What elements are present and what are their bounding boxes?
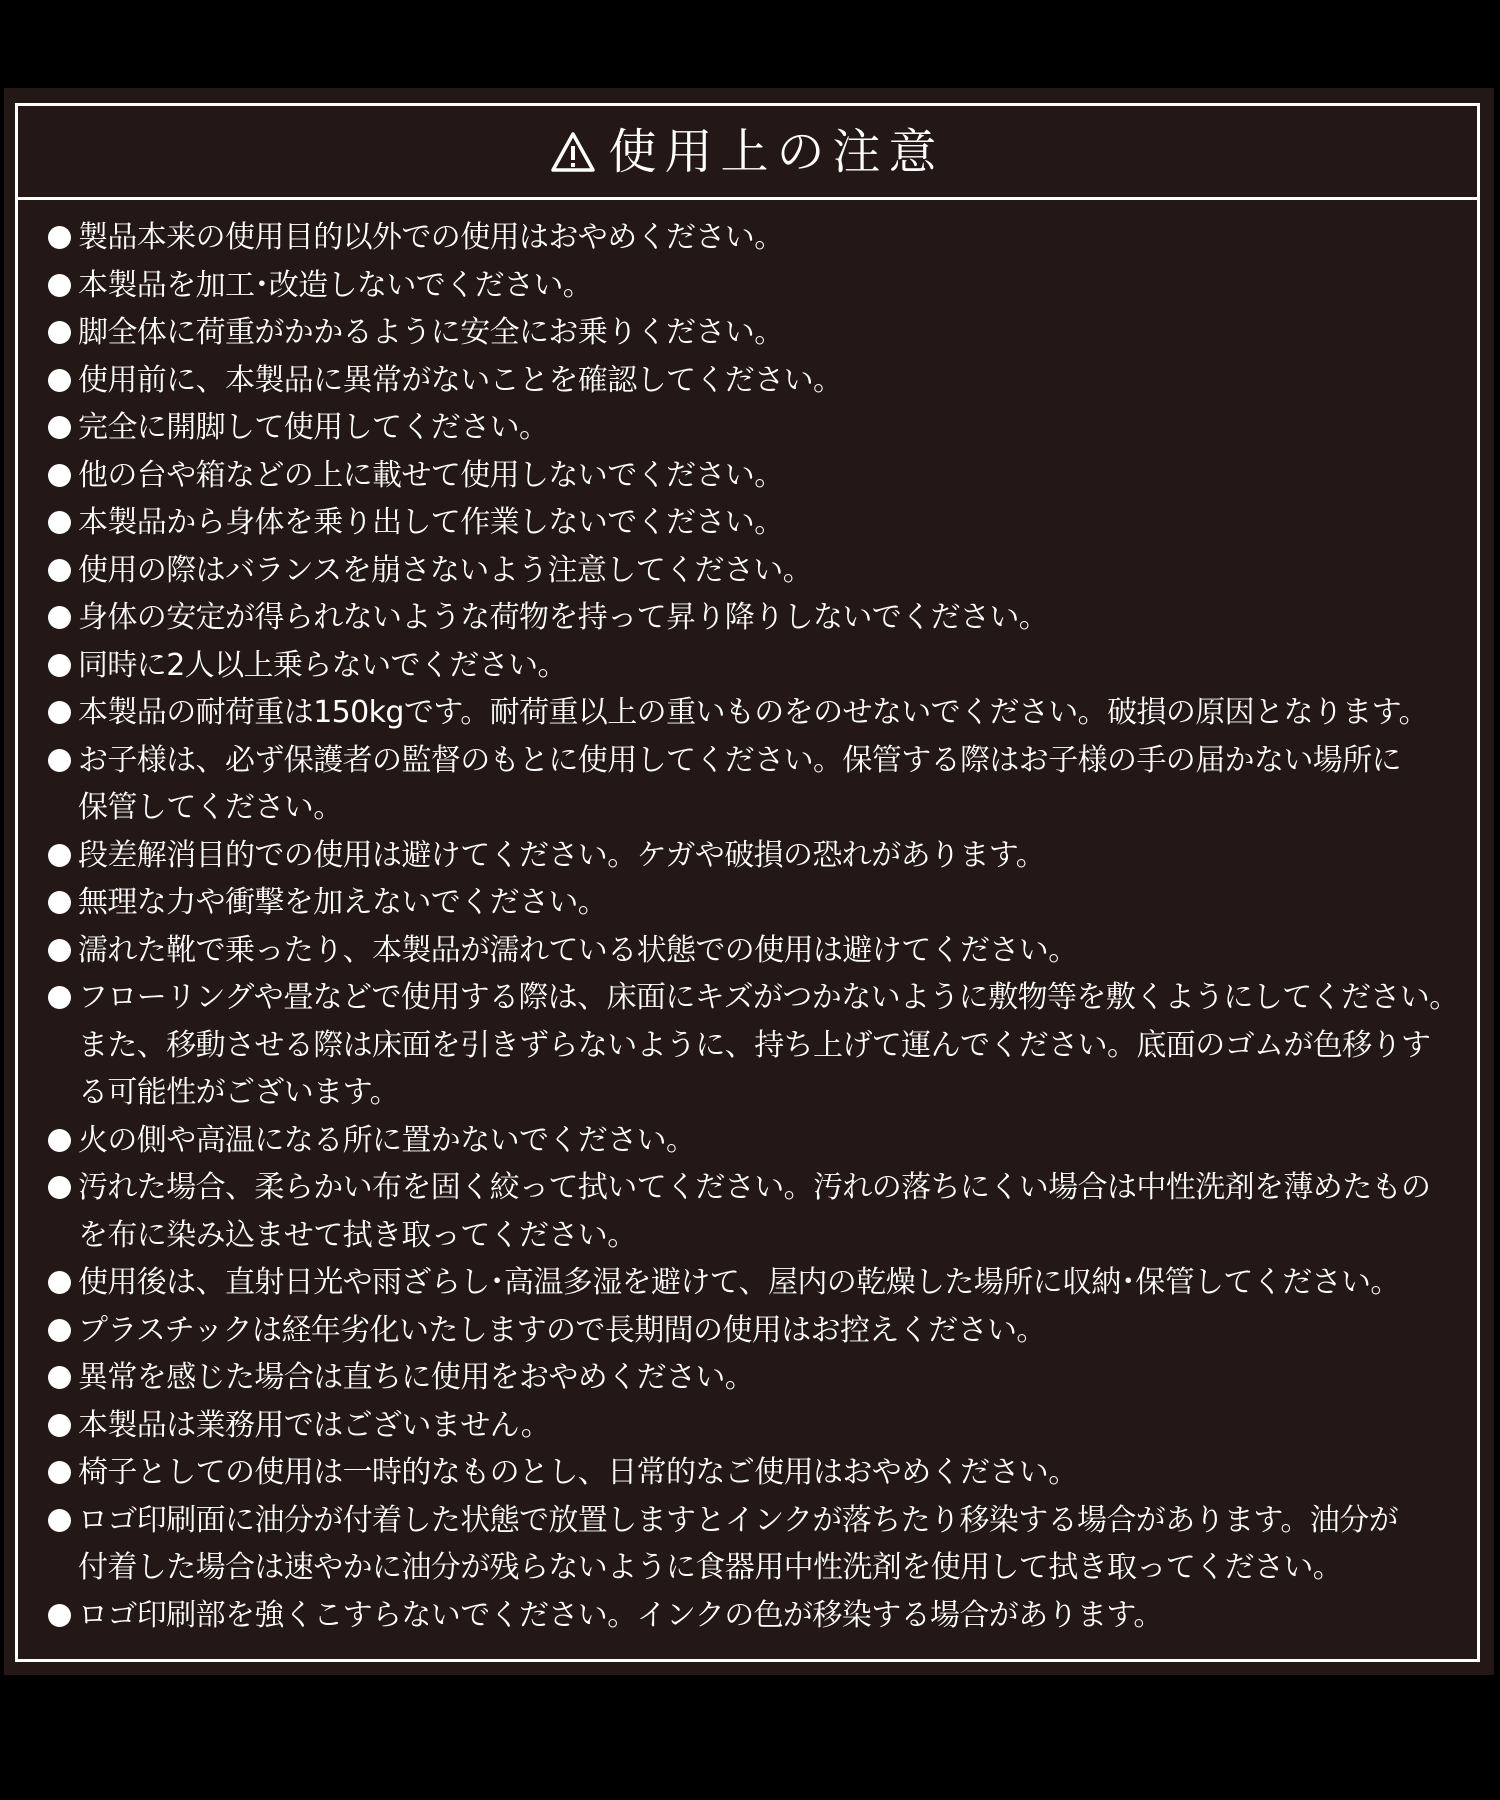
caution-item [48, 1259, 1458, 1307]
caution-item-text: 使用前に、本製品に異常がないことを確認してください。 [78, 362, 843, 398]
caution-item [48, 1592, 1458, 1640]
bullet-icon [48, 369, 71, 392]
caution-item [48, 1354, 1458, 1402]
bullet-icon [48, 274, 71, 297]
bullet-icon [48, 321, 71, 344]
caution-item-text: また、移動させる際は床面を引きずらないように、持ち上げて運んでください。底面のゴムが色移りす [78, 1027, 1431, 1063]
bullet-icon [48, 511, 71, 534]
caution-item-text: 脚全体に荷重がかかるように安全にお乗りください。 [78, 315, 784, 350]
caution-item-text: 製品本来の使用目的以外での使用はおやめください。 [78, 220, 784, 255]
caution-item-text: 段差解消目的での使用は避けてください。ケガや破損の恐れがあります。 [78, 837, 1046, 873]
bullet-icon [48, 1319, 71, 1342]
caution-item [48, 309, 1458, 357]
page-title: 使用上の注意 [608, 123, 945, 180]
caution-item-text: プラスチックは経年劣化いたしますので長期間の使用はお控えください。 [78, 1312, 1046, 1348]
caution-item [48, 642, 1458, 690]
caution-item [48, 404, 1458, 452]
caution-frame [15, 103, 1480, 1662]
caution-item [48, 1307, 1458, 1355]
caution-header [18, 106, 1477, 200]
caution-item [48, 1164, 1458, 1259]
caution-item [48, 1117, 1458, 1165]
caution-item-text: 本製品の耐荷重は150kgです。耐荷重以上の重いものをのせないでください。破損の原因となります。 [78, 695, 1429, 730]
caution-item-text: 椅子としての使用は一時的なものとし、日常的なご使用はおやめください。 [78, 1455, 1078, 1490]
bullet-icon [48, 416, 71, 439]
caution-item [48, 594, 1458, 642]
bullet-icon [48, 1176, 71, 1199]
bullet-icon [48, 939, 71, 962]
caution-item-text: 無理な力や衝撃を加えないでください。 [78, 885, 608, 920]
caution-item [48, 547, 1458, 595]
bullet-icon [48, 1271, 71, 1294]
caution-item-text: 付着した場合は速やかに油分が残らないように食器用中性洗剤を使用して拭き取ってください。 [78, 1550, 1343, 1585]
caution-item [48, 214, 1458, 262]
caution-item [48, 1449, 1458, 1497]
caution-item [48, 689, 1458, 737]
bullet-icon [48, 701, 71, 724]
caution-item [48, 262, 1458, 310]
caution-item-text: ロゴ印刷部を強くこすらないでください。インクの色が移染する場合があります。 [78, 1597, 1163, 1633]
bullet-icon [48, 654, 71, 677]
caution-panel [4, 88, 1494, 1675]
bullet-icon [48, 1129, 71, 1152]
caution-item-text: 身体の安定が得られないような荷物を持って昇り降りしないでください。 [78, 600, 1049, 635]
caution-item [48, 737, 1458, 832]
caution-item-text: 同時に2人以上乗らないでください。 [78, 647, 567, 683]
caution-item-text: 濡れた靴で乗ったり、本製品が濡れている状態での使用は避けてください。 [78, 932, 1078, 968]
caution-item-text: 本製品を加工･改造しないでください。 [78, 267, 593, 303]
bullet-icon [48, 226, 71, 249]
caution-item-text: フローリングや畳などで使用する際は、床面にキズがつかないように敷物等を敷くようにしてください。 [78, 980, 1459, 1015]
bullet-icon [48, 606, 71, 629]
caution-item-text: 完全に開脚して使用してください。 [78, 410, 549, 445]
caution-item-text: 異常を感じた場合は直ちに使用をおやめください。 [78, 1360, 755, 1395]
caution-item-text: 他の台や箱などの上に載せて使用しないでください。 [78, 457, 784, 493]
bullet-icon [48, 464, 71, 487]
caution-item [48, 974, 1458, 1117]
caution-item-text: る可能性がございます。 [78, 1075, 399, 1110]
bullet-icon [48, 1509, 71, 1532]
caution-item [48, 499, 1458, 547]
bullet-icon [48, 891, 71, 914]
caution-item-text: 使用後は、直射日光や雨ざらし･高温多湿を避けて、屋内の乾燥した場所に収納･保管してください。 [78, 1265, 1400, 1300]
caution-item [48, 879, 1458, 927]
caution-item [48, 1497, 1458, 1592]
caution-item-text: 保管してください。 [78, 790, 343, 825]
caution-item-text: 火の側や高温になる所に置かないでください。 [78, 1122, 696, 1158]
caution-item-text: 本製品から身体を乗り出して作業しないでください。 [78, 505, 784, 540]
bullet-icon [48, 986, 71, 1009]
bullet-icon [48, 559, 71, 582]
caution-list [48, 214, 1458, 1639]
caution-item [48, 452, 1458, 500]
caution-item-text: 使用の際はバランスを崩さないよう注意してください。 [78, 552, 813, 588]
caution-item-text: ロゴ印刷面に油分が付着した状態で放置しますとインクが落ちたり移染する場合があります。油分が [78, 1502, 1398, 1538]
bullet-icon [48, 844, 71, 867]
bullet-icon [48, 1604, 71, 1627]
caution-item-text: お子様は、必ず保護者の監督のもとに使用してください。保管する際はお子様の手の届かない場所に [78, 742, 1401, 778]
bullet-icon [48, 1414, 71, 1437]
caution-item-text: を布に染み込ませて拭き取ってください。 [78, 1217, 637, 1253]
caution-item [48, 1402, 1458, 1450]
bullet-icon [48, 1366, 71, 1389]
bullet-icon [48, 749, 71, 772]
bullet-icon [48, 1461, 71, 1484]
caution-item [48, 832, 1458, 880]
caution-item-text: 本製品は業務用ではございません。 [78, 1407, 551, 1443]
caution-item-text: 汚れた場合、柔らかい布を固く絞って拭いてください。汚れの落ちにくい場合は中性洗剤を薄めたもの [78, 1170, 1431, 1205]
caution-item [48, 927, 1458, 975]
warning-triangle-icon [550, 131, 596, 173]
caution-item [48, 357, 1458, 405]
